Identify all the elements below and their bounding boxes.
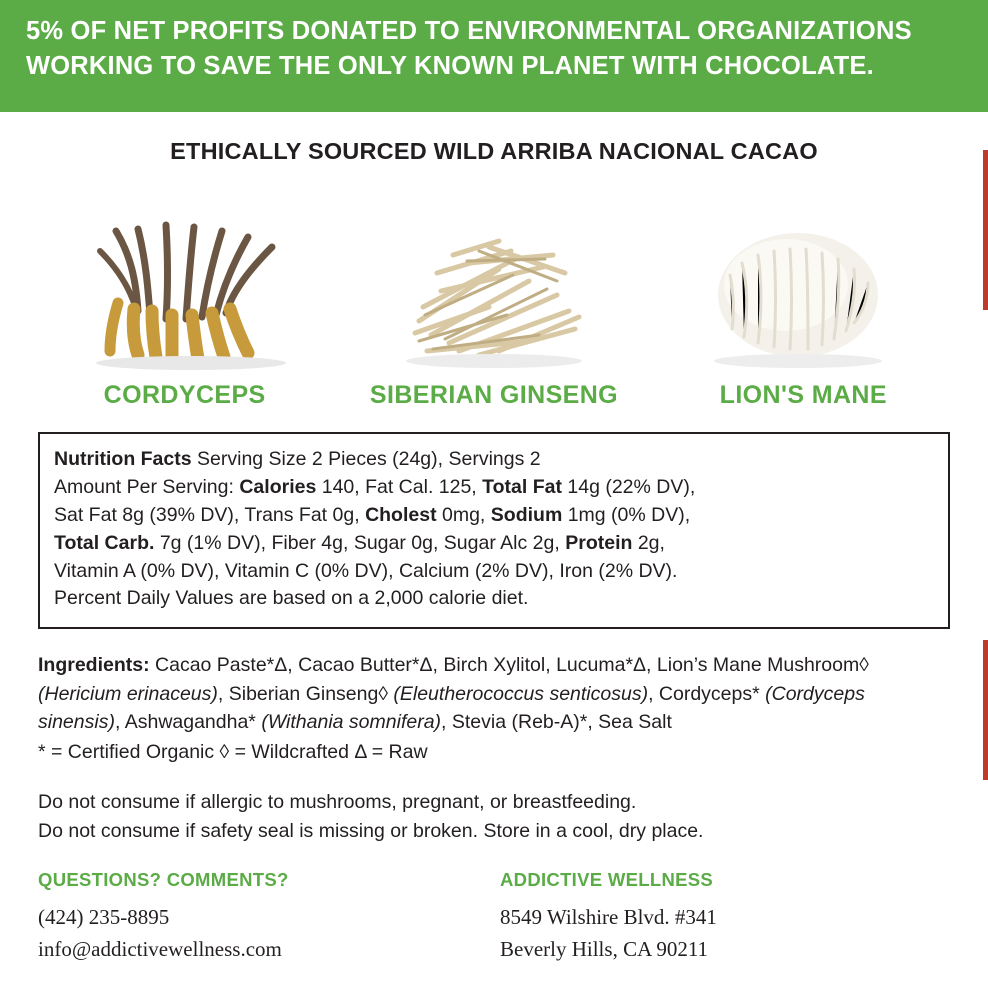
ingredients-latin-2: (Eleutherococcus senticosus) (393, 682, 649, 705)
nutrition-calories-label: Calories (239, 475, 317, 498)
footer-address-line-1: 8549 Wilshire Blvd. #341 (500, 904, 717, 929)
lions-mane-photo (682, 211, 912, 371)
ingredient-photo-cell-cordyceps (51, 211, 331, 371)
edge-trim-mark-top (983, 150, 988, 310)
cordyceps-photo (76, 211, 306, 371)
ingredients-part-4: , Ashwagandha* (114, 710, 262, 733)
warning-line-1: Do not consume if allergic to mushrooms, pregnant, or breastfeeding. (38, 791, 637, 814)
page-title: ETHICALLY SOURCED WILD ARRIBA NACIONAL CACAO (170, 138, 818, 164)
nutrition-line-3 (54, 502, 934, 530)
nutrition-satfat-transfat: Sat Fat 8g (39% DV), Trans Fat 0g, (54, 503, 360, 526)
ingredient-label-cordyceps: CORDYCEPS (103, 381, 266, 409)
ingredient-photo-row (0, 181, 988, 371)
banner-line-2: WORKING TO SAVE THE ONLY KNOWN PLANET WITH CHOCOLATE. (26, 52, 874, 81)
nutrition-cholest-label: Cholest (365, 503, 437, 526)
nutrition-vitamins-line: Vitamin A (0% DV), Vitamin C (0% DV), Calcium (2% DV), Iron (2% DV). (54, 559, 678, 582)
ingredients-part-3: , Cordyceps* (648, 682, 766, 705)
ingredient-label-lions-mane: LION'S MANE (719, 381, 887, 409)
nutrition-amount-label: Amount Per Serving: (54, 475, 234, 498)
ingredient-label-row (0, 381, 988, 410)
nutrition-line-4 (54, 530, 934, 558)
ingredients-section (38, 651, 950, 766)
ingredients-latin-4: (Withania somnifera) (261, 710, 442, 733)
nutrition-total-fat-label: Total Fat (482, 475, 562, 498)
nutrition-total-carb-label: Total Carb. (54, 531, 155, 554)
footer-contact-heading: QUESTIONS? COMMENTS? (38, 868, 289, 890)
nutrition-serving-line (54, 446, 934, 474)
nutrition-facts-panel (38, 432, 950, 629)
siberian-ginseng-photo (379, 211, 609, 371)
footer-company-heading: ADDICTIVE WELLNESS (500, 868, 714, 890)
eco-donation-banner (0, 0, 988, 112)
nutrition-serving: Serving Size 2 Pieces (24g), Servings 2 (197, 448, 541, 470)
ingredients-latin-3: (Cordyceps sinensis) (38, 682, 865, 733)
ingredients-part-1: Cacao Paste*Δ, Cacao Butter*Δ, Birch Xylitol, Lucuma*Δ, Lion’s Mane Mushroom◊ (155, 654, 869, 677)
ingredient-label-ginseng: SIBERIAN GINSENG (369, 381, 619, 409)
ingredients-part-2: , Siberian Ginseng◊ (217, 682, 394, 705)
edge-trim-mark-bottom (983, 640, 988, 780)
nutrition-protein-value: 2g, (637, 531, 665, 554)
ingredient-photo-cell-ginseng (354, 211, 634, 371)
nutrition-total-fat-value: 14g (22% DV), (567, 475, 696, 498)
nutrition-title: Nutrition Facts (54, 448, 192, 470)
footer (38, 869, 950, 966)
warnings-section (38, 788, 950, 845)
banner-line-1: 5% OF NET PROFITS DONATED TO ENVIRONMENTAL ORGANIZATIONS (26, 17, 912, 45)
ingredients-latin-1: (Hericium erinaceus) (38, 682, 218, 705)
nutrition-protein-label: Protein (565, 531, 633, 554)
nutrition-sodium-label: Sodium (490, 503, 563, 526)
ingredient-photo-cell-lions-mane (657, 211, 937, 371)
footer-phone[interactable]: (424) 235-8895 (38, 904, 170, 929)
footer-contact-column (38, 869, 488, 966)
footer-email[interactable]: info@addictivewellness.com (38, 937, 282, 962)
nutrition-calories-value: 140, Fat Cal. 125, (321, 475, 477, 498)
nutrition-cholest-value: 0mg, (442, 503, 486, 526)
ingredients-part-5: , Stevia (Reb-A)*, Sea Salt (441, 710, 672, 733)
ingredients-symbol-legend: * = Certified Organic ◊ = Wildcrafted Δ = Raw (38, 741, 428, 764)
nutrition-sodium-value: 1mg (0% DV), (567, 503, 691, 526)
footer-address-line-2: Beverly Hills, CA 90211 (500, 937, 709, 962)
warning-line-2: Do not consume if safety seal is missing or broken. Store in a cool, dry place. (38, 819, 704, 842)
ingredients-label: Ingredients: (38, 654, 150, 677)
footer-company-column (488, 869, 950, 966)
nutrition-daily-value-note: Percent Daily Values are based on a 2,000 calorie diet. (54, 587, 529, 610)
nutrition-line-2 (54, 474, 934, 502)
nutrition-total-carb-value: 7g (1% DV), Fiber 4g, Sugar 0g, Sugar Alc 2g, (159, 531, 560, 554)
